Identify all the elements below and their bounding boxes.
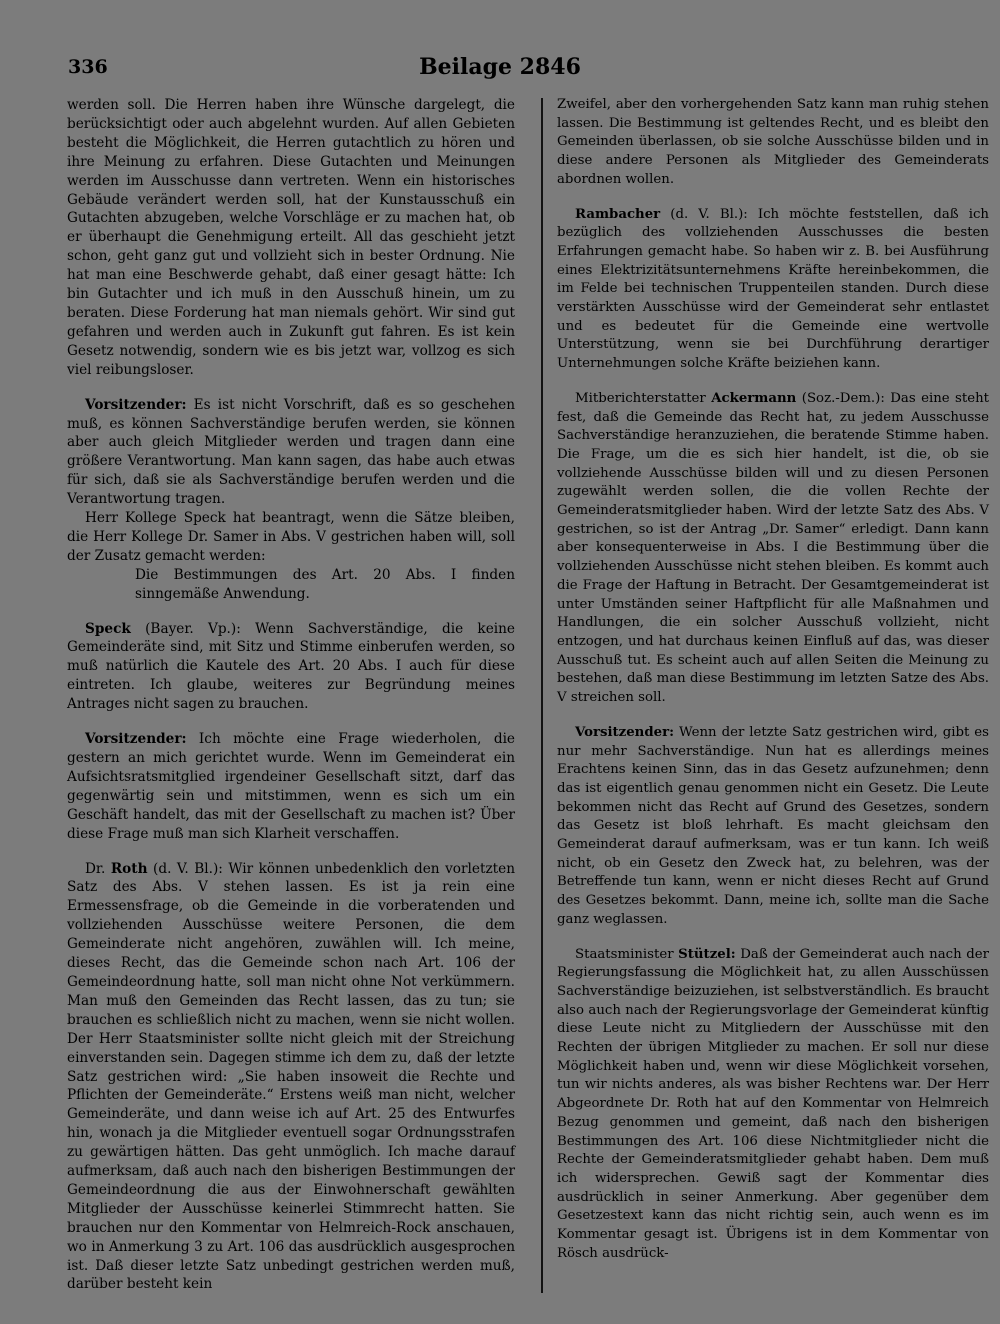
page-title: Beilage 2846	[419, 54, 581, 80]
left-column	[67, 96, 515, 1310]
speaker-name: Ackermann	[711, 390, 797, 406]
speaker-title: Mitberichterstatter	[575, 390, 712, 406]
speaker-name: Rambacher	[575, 206, 661, 222]
speech-paragraph	[557, 206, 989, 374]
column-divider	[541, 98, 543, 1293]
speaker-title: Dr.	[85, 860, 111, 877]
speech-paragraph	[557, 390, 989, 708]
speaker-name: Vorsitzender:	[85, 731, 187, 748]
speech-paragraph	[67, 396, 515, 509]
speech-text: Daß der Gemeinderat auch nach der Regierungsfassung die Möglichkeit hat, zu allen Ausschüssen Sachverständige beizuziehen, ist selbstverständlich. Es braucht also auch nach der Regierungsvorlage der Gemeinderat künftig diese Leute nicht zu Mitgliedern der Ausschüsse mit den Rechten der übrigen Mitglieder zu machen. Er soll nur diese Möglichkeit haben und, wenn wir diese Möglichkeit vorsehen, tun wir nichts anderes, als was bisher Rechtens war. Der Herr Abgeordnete Dr. Roth hat auf den Kommentar von Helmreich Bezug genommen und gemeint, daß nach den bisherigen Bestimmungen des Art. 106 diese Nichtmitglieder nicht die Rechte der Gemeinderatsmitglieder gehabt haben. Dem muß ich widersprechen. Gewiß sagt der Kommentar dies ausdrücklich in seiner Anmerkung. Aber gegenüber dem Gesetzestext kann das nicht richtig sein, auch wenn es im Kommentar gesagt ist. Übrigens ist in dem Kommentar von Rösch ausdrück-	[557, 946, 989, 1261]
speech-paragraph	[67, 860, 515, 1295]
amendment-text: Die Bestimmungen des Art. 20 Abs. I finden sinngemäße Anwendung.	[135, 566, 515, 602]
speech-paragraph	[557, 724, 989, 930]
quoted-amendment	[67, 566, 515, 604]
speaker-name: Roth	[110, 860, 148, 877]
speech-text: Das eine steht fest, daß die Gemeinde das Recht hat, zu jedem Ausschusse Sachverständige heranzuziehen, die beratende Stimme haben. Die Frage, um die es sich hier handelt, ist die, ob sie vollziehende Ausschüsse bilden will und zu diesen Personen zugewählt werden sollen, die die vollen Rechte der Gemeinderatsmitglieder haben. Wird der letzte Satz des Abs. V gestrichen, so ist der Antrag „Dr. Samer“ erledigt. Dann kann aber konsequenterweise in Abs. I die Bestimmung über die vollziehenden Ausschüsse nicht stehen bleiben. Es kommt auch die Frage der Haftung in Betracht. Der Gesamtgemeinderat ist unter Umständen seiner Haftpflicht für alle Maßnahmen und Handlungen, die ein solcher Ausschuß vollzieht, nicht entzogen, und hat durchaus keinen Einfluß auf das, was dieser Ausschuß tut. Es scheint auch auf allen Seiten die Meinung zu bestehen, daß man diese Bestimmung im letzten Satze des Abs. V streichen soll.	[557, 390, 989, 706]
speech-paragraph	[67, 730, 515, 843]
speech-text: Wir können unbedenklich den vorletzten Satz des Abs. V stehen lassen. Es ist ja rein eine Ermessensfrage, ob die Gemeinde in die vorberatenden und vollziehenden Ausschüsse weitere Personen, die dem Gemeinderate nicht angehören, zuwählen will. Ich meine, dieses Recht, das die Gemeinde schon nach Art. 106 der Gemeindeordnung hatte, soll man nicht ohne Not verkümmern. Man muß den Gemeinden das Recht lassen, das zu tun; sie brauchen es schließlich nicht zu machen, wenn sie nicht wollen. Der Herr Staatsminister sollte nicht gleich mit der Streichung einverstanden sein. Dagegen stimme ich dem zu, daß der letzte Satz gestrichen wird: „Sie haben insoweit die Rechte und Pflichten der Gemeinderäte.“ Erstens weiß man nicht, welcher Gemeinderäte, und dann weise ich auf Art. 25 des Entwurfes hin, wonach ja die Mitglieder eventuell sogar Ordnungsstrafen zu gewärtigen hätten. Das geht unmöglich. Ich mache darauf aufmerksam, daß auch nach den bisherigen Bestimmungen der Gemeindeordnung die aus der Einwohnerschaft gewählten Mitglieder der Ausschüsse keinerlei Stimmrecht hatten. Sie brauchen nur den Kommentar von Helmreich-Rock anschauen, wo in Anmerkung 3 zu Art. 106 das ausdrücklich ausgesprochen ist. Daß dieser letzte Satz unbedingt gestrichen werden muß, darüber besteht kein	[67, 860, 515, 1293]
speaker-name: Stützel:	[678, 946, 736, 962]
speech-text: Wenn Sachverständige, die keine Gemeinderäte sind, mit Sitz und Stimme einberufen werden, so muß natürlich die Kautele des Art. 20 Abs. I auch für diese eintreten. Ich glaube, weiteres zur Begründung meines Antrages nicht sagen zu brauchen.	[67, 620, 515, 713]
speaker-party: (Bayer. Vp.):	[130, 620, 241, 637]
right-column	[557, 96, 989, 1279]
speaker-title: Staatsminister	[575, 946, 679, 962]
speech-paragraph	[67, 620, 515, 715]
speaker-name: Vorsitzender:	[575, 724, 674, 740]
page-header	[0, 48, 1000, 84]
speech-paragraph	[557, 946, 989, 1264]
speaker-party: (Soz.-Dem.):	[796, 390, 885, 406]
speech-text: Wenn der letzte Satz gestrichen wird, gibt es nur mehr Sachverständige. Nun hat es allerdings meines Erachtens keinen Sinn, das in das Gesetz aufzunehmen; denn das ist eigentlich genau genommen nicht ein Gesetz. Die Leute bekommen nicht das Recht auf Grund des Gesetzes, sondern das Gesetz ist bloß lehrhaft. Es macht gleichsam den Gemeinderat darauf aufmerksam, was er tun kann. Ich weiß nicht, ob ein Gesetz den Zweck hat, zu belehren, was der Betreffende tun kann, wenn er nicht dieses Recht auf Grund des Gesetzes bekommt. Dann, meine ich, sollte man die Sache ganz weglassen.	[557, 724, 989, 927]
page-number: 336	[68, 56, 108, 78]
speech-text: Ich möchte feststellen, daß ich bezüglich des vollziehenden Ausschusses die besten Erfahrungen gemacht habe. So haben wir z. B. bei Ausführung eines Elektrizitätsunternehmens Kräfte hereinbekommen, die im Felde bei technischen Truppenteilen standen. Durch diese verstärkten Ausschüsse wird der Gemeinderat sehr entlastet und es bedeutet für die Gemeinde eine wertvolle Unterstützung, wenn sie bei Durchführung derartiger Unternehmungen solche Kräfte beiziehen kann.	[557, 206, 989, 372]
paragraph: werden soll. Die Herren haben ihre Wünsche dargelegt, die berücksichtigt oder auch abgelehnt wurden. Auf allen Gebieten besteht die Möglichkeit, die Herren gutachtlich zu hören und ihre Meinung zu erfahren. Diese Gutachten und Meinungen werden im Ausschusse dann vertreten. Wenn ein historisches Gebäude verändert werden soll, hat der Kunstausschuß ein Gutachten abzugeben, welche Vorschläge er zu machen hat, ob er überhaupt die Genehmigung erteilt. All das geschieht jetzt schon, geht ganz gut und vollzieht sich in bester Ordnung. Nie hat man eine Beschwerde gehabt, daß einer gesagt hätte: Ich bin Gutachter und ich muß in den Ausschuß hinein, um zu beraten. Diese Forderung hat man niemals gehört. Wir sind gut gefahren und werden auch in Zukunft gut fahren. Es ist kein Gesetz notwendig, sondern wie es bis jetzt war, vollzog es sich viel reibungsloser.	[67, 97, 515, 378]
speaker-name: Speck	[85, 620, 131, 637]
speaker-name: Vorsitzender:	[85, 396, 187, 413]
speech-text: Es ist nicht Vorschrift, daß es so geschehen muß, es können Sachverständige berufen werden, sie können aber auch gleich Mitglieder werden und tragen dann eine größere Verantwortung. Man kann sagen, das habe auch etwas für sich, daß sie als Sachverständige berufen werden und die Verantwortung tragen.	[67, 396, 515, 508]
paragraph: Herr Kollege Speck hat beantragt, wenn die Sätze bleiben, die Herr Kollege Dr. Samer in Abs. V gestrichen haben will, soll der Zusatz gemacht werden:	[67, 510, 515, 564]
speech-text: Ich möchte eine Frage wiederholen, die gestern an mich gerichtet wurde. Wenn im Gemeinderat ein Aufsichtsratsmitglied irgendeiner Gesellschaft sitzt, darf das gegenwärtig sein und mitstimmen, wenn es sich um ein Geschäft handelt, das mit der Gesellschaft zu machen ist? Über diese Frage muß man sich Klarheit verschaffen.	[67, 731, 515, 842]
paragraph: Zweifel, aber den vorhergehenden Satz kann man ruhig stehen lassen. Die Bestimmung ist geltendes Recht, und es bleibt den Gemeinden überlassen, ob sie solche Ausschüsse bilden und in diese andere Personen als Mitglieder des Gemeinderats abordnen wollen.	[557, 97, 989, 187]
speaker-party: (d. V. Bl.):	[660, 206, 748, 222]
speaker-party: (d. V. Bl.):	[147, 860, 223, 877]
